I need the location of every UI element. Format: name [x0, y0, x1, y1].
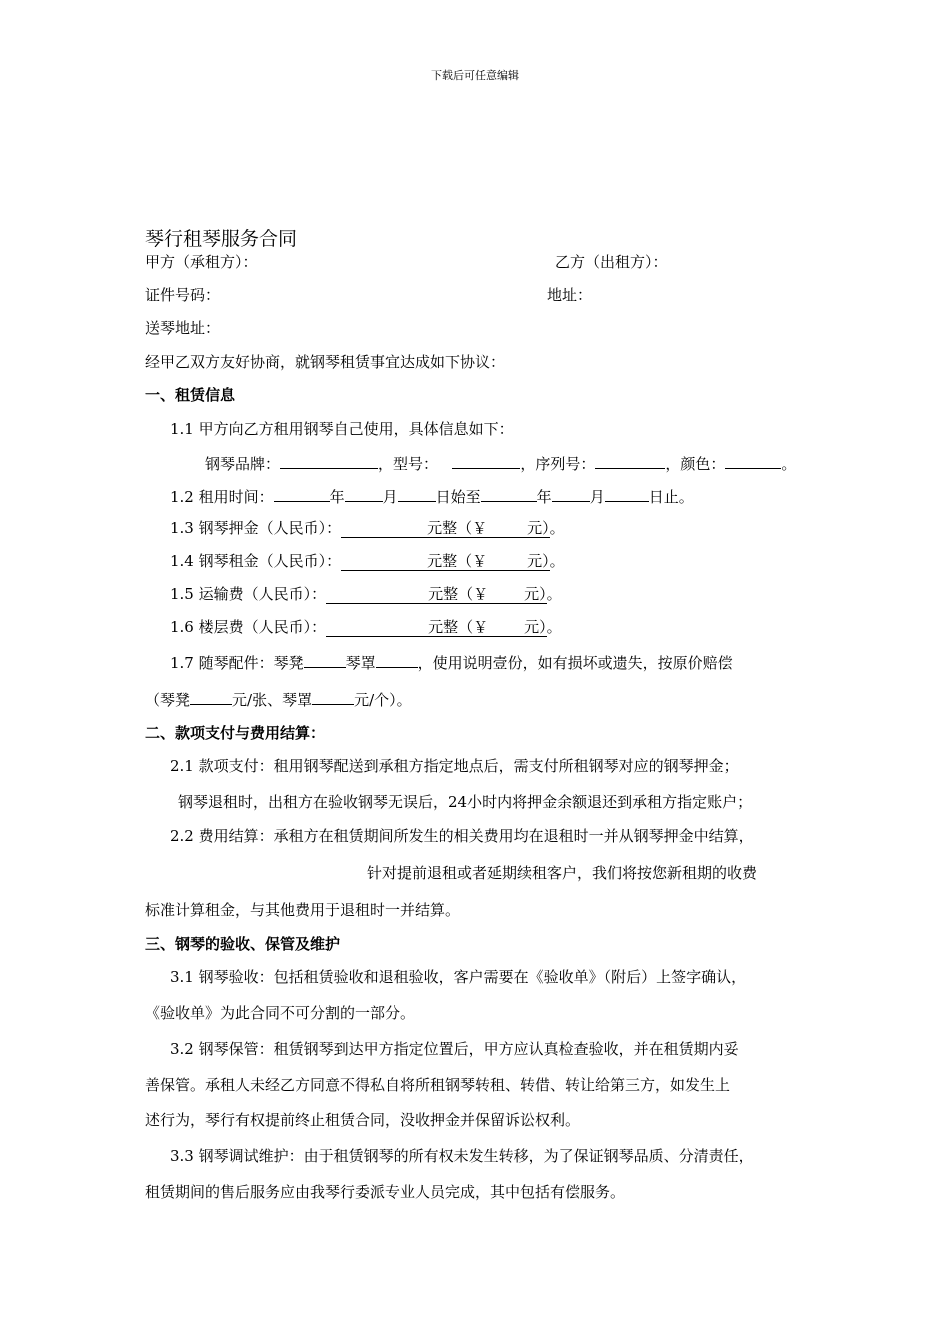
transport-amount — [326, 585, 547, 604]
stool-price-blank — [190, 688, 232, 705]
rental-period-label: 1.2 租用时间： — [170, 488, 274, 506]
start-year-blank — [274, 485, 330, 502]
serial-label: ，序列号： — [520, 455, 596, 473]
clause-2-2: 2.2 费用结算：承租方在租赁期间所发生的相关费用均在退租时一并从钢琴押金中结算， — [170, 827, 754, 845]
brand-label: 钢琴品牌： — [205, 455, 281, 473]
section-1-heading: 一、租赁信息 — [145, 386, 236, 404]
rent-period: 。 — [549, 552, 565, 570]
deposit-yuan-close: 元） — [527, 519, 550, 537]
clause-2-2-cont: 针对提前退租或者延期续租客户，我们将按您新租期的收费 — [367, 864, 758, 882]
model-blank — [452, 452, 520, 469]
end-year-blank — [481, 485, 537, 502]
address-label: 地址： — [547, 286, 593, 304]
clause-2-1: 2.1 款项支付：租用钢琴配送到承租方指定地点后，需支付所租钢琴对应的钢琴押金； — [170, 757, 739, 775]
section-3-heading: 三、钢琴的验收、保管及维护 — [145, 935, 341, 953]
per-piece-label: 元/张、琴罩 — [232, 691, 313, 709]
info-end: 。 — [781, 455, 797, 473]
clause-3-1-cont: 《验收单》为此合同不可分割的一部分。 — [145, 1004, 416, 1022]
transport-label: 1.5 运输费（人民币）： — [170, 585, 327, 603]
transport-yuan: 元整（ — [428, 585, 474, 603]
party-b-label: 乙方（出租方）： — [555, 253, 668, 271]
start-year-unit: 年 — [329, 488, 345, 506]
start-month-blank — [345, 485, 383, 502]
end-day-unit: 日止。 — [648, 488, 694, 506]
transport-yuan-close: 元） — [524, 585, 547, 603]
clause-3-1: 3.1 钢琴验收：包括租赁验收和退租验收，客户需要在《验收单》（附后）上签字确认， — [170, 968, 747, 986]
manual-text: ，使用说明壹份，如有损坏或遗失，按原价赔偿 — [417, 654, 733, 672]
clause-1-5 — [170, 584, 562, 604]
floor-fee-label: 1.6 楼层费（人民币）： — [170, 618, 327, 636]
rent-amount — [341, 552, 550, 571]
serial-blank — [595, 452, 665, 469]
start-day-unit: 日始至 — [435, 488, 481, 506]
rent-label: 1.4 钢琴租金（人民币）： — [170, 552, 342, 570]
transport-yen: ￥ — [473, 585, 489, 603]
clause-1-4 — [170, 551, 565, 571]
clause-2-2-end: 标准计算租金，与其他费用于退租时一并结算。 — [145, 901, 461, 919]
start-day-blank — [398, 485, 436, 502]
cover-price-blank — [312, 688, 354, 705]
party-a-label: 甲方（承租方）： — [145, 253, 258, 271]
clause-3-2: 3.2 钢琴保管：租赁钢琴到达甲方指定位置后，甲方应认真检查验收，并在租赁期内妥 — [170, 1040, 739, 1058]
deposit-amount — [341, 519, 550, 538]
floor-fee-yuan-close: 元） — [524, 618, 547, 636]
color-label: ，颜色： — [665, 455, 726, 473]
stool-price-label: （琴凳 — [145, 691, 191, 709]
start-month-unit: 月 — [382, 488, 398, 506]
intro-paragraph: 经甲乙双方友好协商，就钢琴租赁事宜达成如下协议： — [145, 353, 506, 371]
page-header: 下载后可任意编辑 — [431, 69, 519, 82]
rent-yen: ￥ — [472, 552, 488, 570]
clause-3-3: 3.3 钢琴调试维护：由于租赁钢琴的所有权未发生转移，为了保证钢琴品质、分清责任， — [170, 1147, 754, 1165]
clause-1-2 — [170, 485, 694, 507]
section-2-heading: 二、款项支付与费用结算： — [145, 724, 326, 742]
transport-period: 。 — [546, 585, 562, 603]
floor-fee-yuan: 元整（ — [428, 618, 474, 636]
clause-1-1: 1.1 甲方向乙方租用钢琴自己使用，具体信息如下： — [170, 420, 514, 438]
color-blank — [725, 452, 781, 469]
deposit-label: 1.3 钢琴押金（人民币）： — [170, 519, 342, 537]
clause-1-7-cont — [145, 688, 412, 710]
floor-fee-amount — [326, 618, 547, 637]
contract-title: 琴行租琴服务合同 — [145, 228, 298, 250]
cover-label: 琴罩 — [345, 654, 376, 672]
clause-3-2-end: 述行为，琴行有权提前终止租赁合同，没收押金并保留诉讼权利。 — [145, 1111, 581, 1129]
cover-count-blank — [376, 651, 418, 668]
model-label: ，型号： — [378, 455, 439, 473]
stool-count-blank — [304, 651, 346, 668]
clause-1-6 — [170, 617, 562, 637]
delivery-address-label: 送琴地址： — [145, 319, 221, 337]
floor-fee-yen: ￥ — [473, 618, 489, 636]
deposit-period: 。 — [549, 519, 565, 537]
deposit-yuan: 元整（ — [427, 519, 473, 537]
end-month-blank — [552, 485, 590, 502]
rent-yuan: 元整（ — [427, 552, 473, 570]
per-unit-label: 元/个）。 — [354, 691, 412, 709]
end-month-unit: 月 — [589, 488, 605, 506]
accessories-label: 1.7 随琴配件：琴凳 — [170, 654, 304, 672]
piano-info-line — [205, 452, 796, 474]
clause-1-7 — [170, 651, 733, 673]
clause-1-3 — [170, 518, 565, 538]
clause-2-1-cont: 钢琴退租时，出租方在验收钢琴无误后，24小时内将押金余额退还到承租方指定账户； — [178, 793, 753, 811]
clause-3-3-cont: 租赁期间的售后服务应由我琴行委派专业人员完成，其中包括有偿服务。 — [145, 1183, 626, 1201]
rent-yuan-close: 元） — [527, 552, 550, 570]
end-year-unit: 年 — [536, 488, 552, 506]
brand-blank — [280, 452, 378, 469]
clause-3-2-cont: 善保管。承租人未经乙方同意不得私自将所租钢琴转租、转借、转让给第三方，如发生上 — [145, 1076, 731, 1094]
id-number-label: 证件号码： — [145, 286, 221, 304]
deposit-yen: ￥ — [472, 519, 488, 537]
floor-fee-period: 。 — [546, 618, 562, 636]
end-day-blank — [605, 485, 649, 502]
